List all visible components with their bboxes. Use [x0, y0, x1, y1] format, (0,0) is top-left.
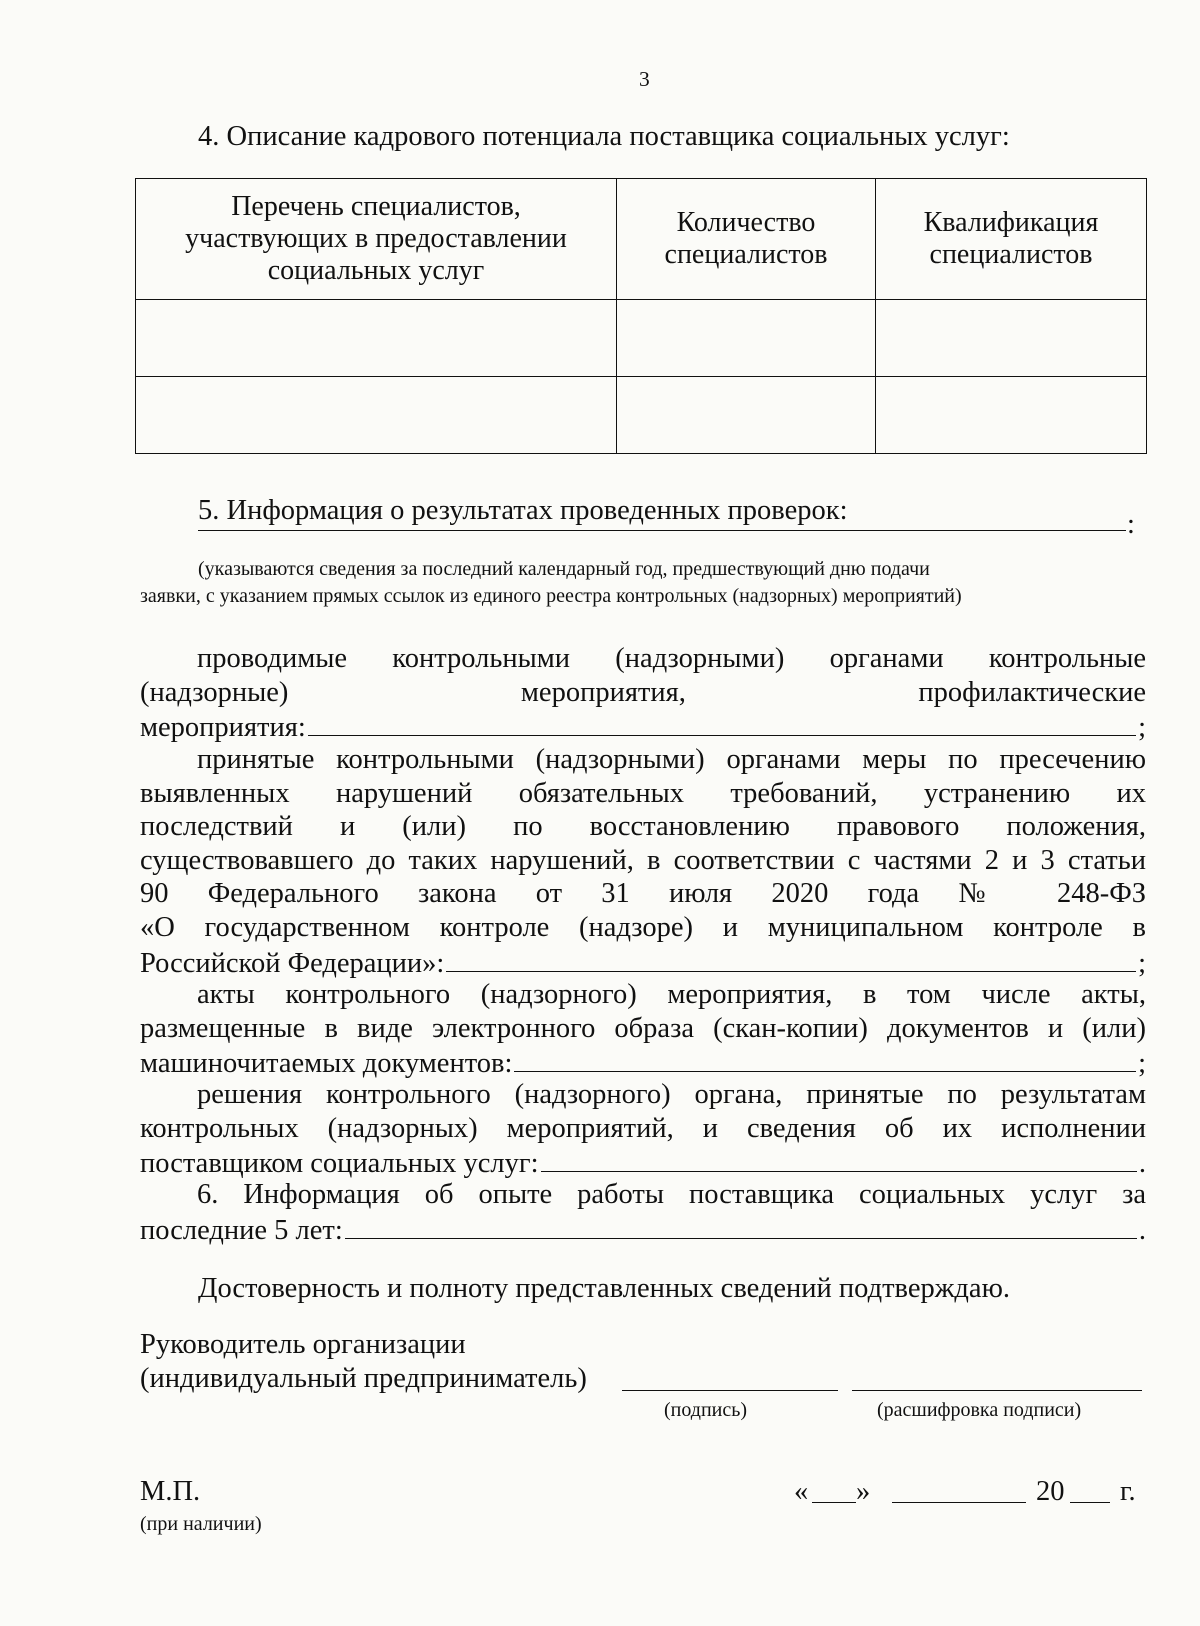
staff-table-header-row [136, 179, 1147, 300]
header-specialists-list: Перечень специалистов, участвующих в предоставлении социальных услуг [136, 179, 617, 300]
control-measures-fill-line [308, 709, 1136, 736]
stamp-label: М.П. [140, 1476, 201, 1507]
table-cell [136, 300, 617, 377]
date-year-line [1070, 1502, 1110, 1503]
date-day-line [812, 1502, 856, 1503]
table-row [136, 377, 1147, 454]
date-close-quote: » [856, 1476, 871, 1507]
table-cell [876, 377, 1147, 454]
date-year-suffix: г. [1120, 1476, 1136, 1507]
section-5-note-line-2: заявки, с указанием прямых ссылок из единого реестра контрольных (надзорных) мероприятий) [140, 585, 962, 607]
date-year-prefix: 20 [1036, 1476, 1065, 1507]
confirmation-statement: Достоверность и полноту представленных сведений подтверждаю. [198, 1273, 1010, 1304]
table-cell [617, 377, 876, 454]
stamp-note: (при наличии) [140, 1513, 262, 1535]
inspection-results-line-end: : [1127, 509, 1135, 540]
signature-line [622, 1390, 838, 1391]
section-6: 6. Информация об опыте работы поставщика социальных услуг за последние 5 лет: . [140, 1179, 1146, 1246]
table-cell [136, 377, 617, 454]
table-row [136, 300, 1147, 377]
paragraph-control-measures: проводимые контрольными (надзорными) органами контрольные (надзорные) мероприятия, профилактические мероприятия: ; [140, 643, 1146, 744]
work-experience-fill-line [345, 1212, 1137, 1239]
signature-caption: (подпись) [664, 1399, 748, 1421]
date-open-quote: « [794, 1476, 809, 1507]
table-cell [617, 300, 876, 377]
section-5-heading: 5. Информация о результатах проведенных проверок: [198, 495, 848, 526]
table-cell [876, 300, 1147, 377]
signer-title-line-2: (индивидуальный предприниматель) [140, 1363, 587, 1394]
authority-decisions-fill-line [541, 1145, 1137, 1172]
signature-decode-caption: (расшифровка подписи) [877, 1399, 1082, 1421]
header-specialists-count: Количество специалистов [617, 179, 876, 300]
signer-title-line-1: Руководитель организации [140, 1329, 466, 1360]
inspection-results-line [198, 530, 1126, 531]
section-4-heading: 4. Описание кадрового потенциала поставщика социальных услуг: [198, 121, 1010, 152]
staff-table [135, 178, 1147, 454]
section-5-note-line-1: (указываются сведения за последний календарный год, предшествующий дню подачи [198, 558, 930, 580]
inspection-acts-fill-line [514, 1045, 1136, 1072]
signature-decode-line [852, 1390, 1142, 1391]
paragraph-inspection-acts: акты контрольного (надзорного) мероприятия, в том числе акты, размещенные в виде электронного образа (скан-копии) документов и (или) машиночитаемых документов: ; [140, 979, 1146, 1080]
paragraph-violation-measures: принятые контрольными (надзорными) органами меры по пресечению выявленных нарушений обязательных требований, устранению их последствий и (или) по восстановлению правового положения, существовавшего до таких нарушений, в соответствии с частями 2 и 3 статьи 90 Федерального закона от 31 июля 2020 года № 248-ФЗ «О государственном контроле (надзоре) и муниципальном контроле в Российской Федерации»: ; [140, 744, 1146, 979]
paragraph-authority-decisions: решения контрольного (надзорного) органа, принятые по результатам контрольных (надзорных) мероприятий, и сведения об их исполнении поставщиком социальных услуг: . [140, 1079, 1146, 1180]
violation-measures-fill-line [446, 945, 1136, 972]
header-specialists-qualification: Квалификация специалистов [876, 179, 1147, 300]
page-number: 3 [639, 67, 650, 91]
date-month-line [892, 1502, 1026, 1503]
